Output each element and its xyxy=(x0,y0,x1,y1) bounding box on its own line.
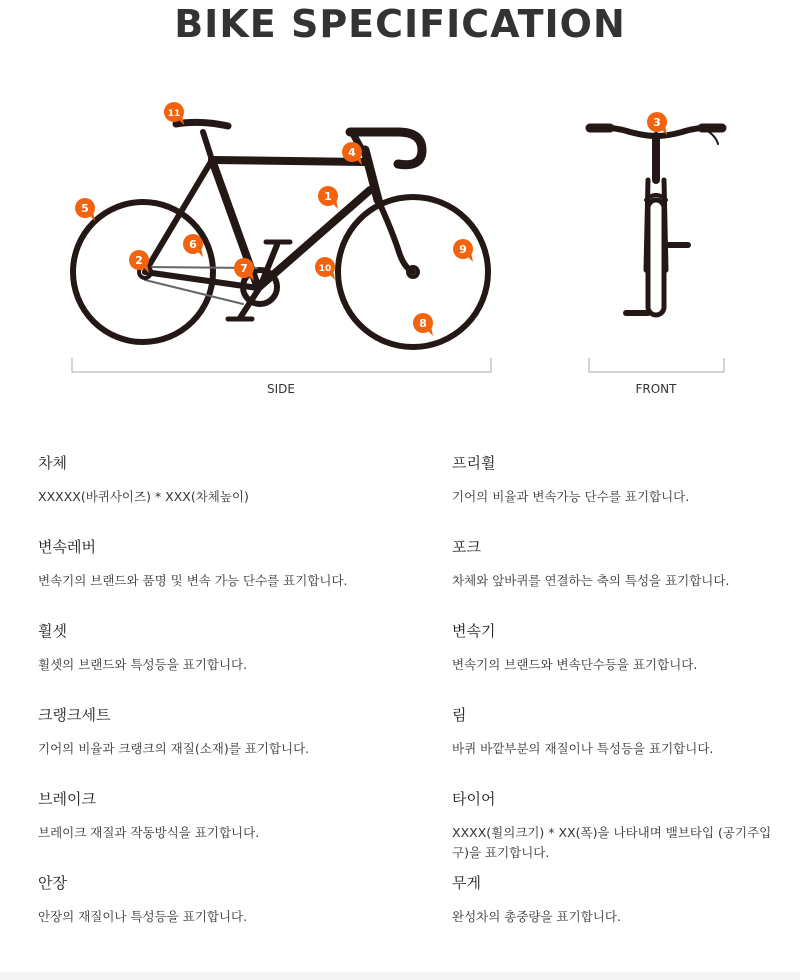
marker-label: 9 xyxy=(459,243,467,256)
spec-desc: 안장의 재질이나 특성등을 표기합니다. xyxy=(38,909,248,924)
spec-label: 브레이크 xyxy=(38,790,96,808)
marker-label: 8 xyxy=(419,317,427,330)
front-view-label: FRONT xyxy=(635,382,677,396)
marker-11 xyxy=(164,102,184,125)
spec-desc: 바퀴 바깥부분의 재질이나 특성등을 표기합니다. xyxy=(452,741,714,756)
marker-7 xyxy=(234,258,254,281)
spec-desc: 브레이크 재질과 작동방식을 표기합니다. xyxy=(38,825,260,840)
marker-label: 10 xyxy=(318,264,332,274)
marker-label: 11 xyxy=(167,109,181,119)
marker-10 xyxy=(315,257,335,280)
spec-label: 크랭크세트 xyxy=(38,706,111,724)
side-view-label: SIDE xyxy=(267,382,295,396)
spec-desc: XXXX(휠의크기) * XX(폭)을 나타내며 밸브타입 (공기주입구)을 표기합니다. xyxy=(452,825,772,860)
marker-label: 3 xyxy=(653,116,661,129)
spec-desc: 완성차의 총중량을 표기합니다. xyxy=(452,909,621,924)
spec-desc: 기어의 비율과 변속가능 단수를 표기합니다. xyxy=(452,489,690,504)
spec-item-fork xyxy=(452,536,800,591)
marker-6 xyxy=(183,234,203,257)
spec-label: 무게 xyxy=(452,874,481,892)
spec-label: 변속레버 xyxy=(38,538,96,556)
spec-label: 변속기 xyxy=(452,622,496,640)
spec-desc: 변속기의 브랜드와 품명 및 변속 가능 단수를 표기합니다. xyxy=(38,573,348,588)
marker-layer xyxy=(75,102,667,336)
spec-item-frame xyxy=(38,452,398,507)
marker-1 xyxy=(318,186,338,209)
spec-item-rim xyxy=(452,704,800,759)
marker-label: 1 xyxy=(324,190,332,203)
side-bracket xyxy=(72,358,491,372)
spec-desc: 휠셋의 브랜드와 특성등을 표기합니다. xyxy=(38,657,248,672)
spec-label: 안장 xyxy=(38,874,67,892)
marker-8 xyxy=(413,313,433,336)
front-view-bike xyxy=(590,128,722,316)
marker-label: 6 xyxy=(189,238,197,251)
spec-label: 타이어 xyxy=(452,790,496,808)
spec-label: 포크 xyxy=(452,538,481,556)
spec-label: 휠셋 xyxy=(38,622,67,640)
marker-label: 5 xyxy=(81,202,89,215)
spec-desc: 차체와 앞바퀴를 연결하는 축의 특성을 표기합니다. xyxy=(452,573,730,588)
marker-label: 7 xyxy=(240,262,248,275)
spec-label: 차체 xyxy=(38,454,67,472)
spec-label: 림 xyxy=(452,706,467,724)
spec-item-weight xyxy=(452,872,800,927)
footer-bar xyxy=(0,972,800,980)
marker-label: 2 xyxy=(135,254,143,267)
spec-item-tire xyxy=(452,788,800,863)
spec-item-wheelset xyxy=(38,620,398,675)
marker-9 xyxy=(453,239,473,262)
spec-desc: 기어의 비율과 크랭크의 재질(소재)를 표기합니다. xyxy=(38,741,310,756)
marker-label: 4 xyxy=(348,146,356,159)
side-view-bike xyxy=(73,122,488,347)
front-bracket xyxy=(589,358,724,372)
spec-desc: XXXXX(바퀴사이즈) * XXX(차체높이) xyxy=(38,489,249,504)
spec-item-saddle xyxy=(38,872,398,927)
spec-desc: 변속기의 브랜드와 변속단수등을 표기합니다. xyxy=(452,657,698,672)
spec-item-brake xyxy=(38,788,398,843)
marker-5 xyxy=(75,198,95,221)
spec-item-derailleur xyxy=(452,620,800,675)
marker-2 xyxy=(129,250,149,273)
bike-diagram xyxy=(0,90,800,410)
spec-item-freewheel xyxy=(452,452,800,507)
spec-item-crankset xyxy=(38,704,398,759)
spec-label: 프리휠 xyxy=(452,454,496,472)
page-title: BIKE SPECIFICATION xyxy=(174,2,626,46)
marker-3 xyxy=(647,112,667,135)
spec-item-shifter xyxy=(38,536,398,591)
